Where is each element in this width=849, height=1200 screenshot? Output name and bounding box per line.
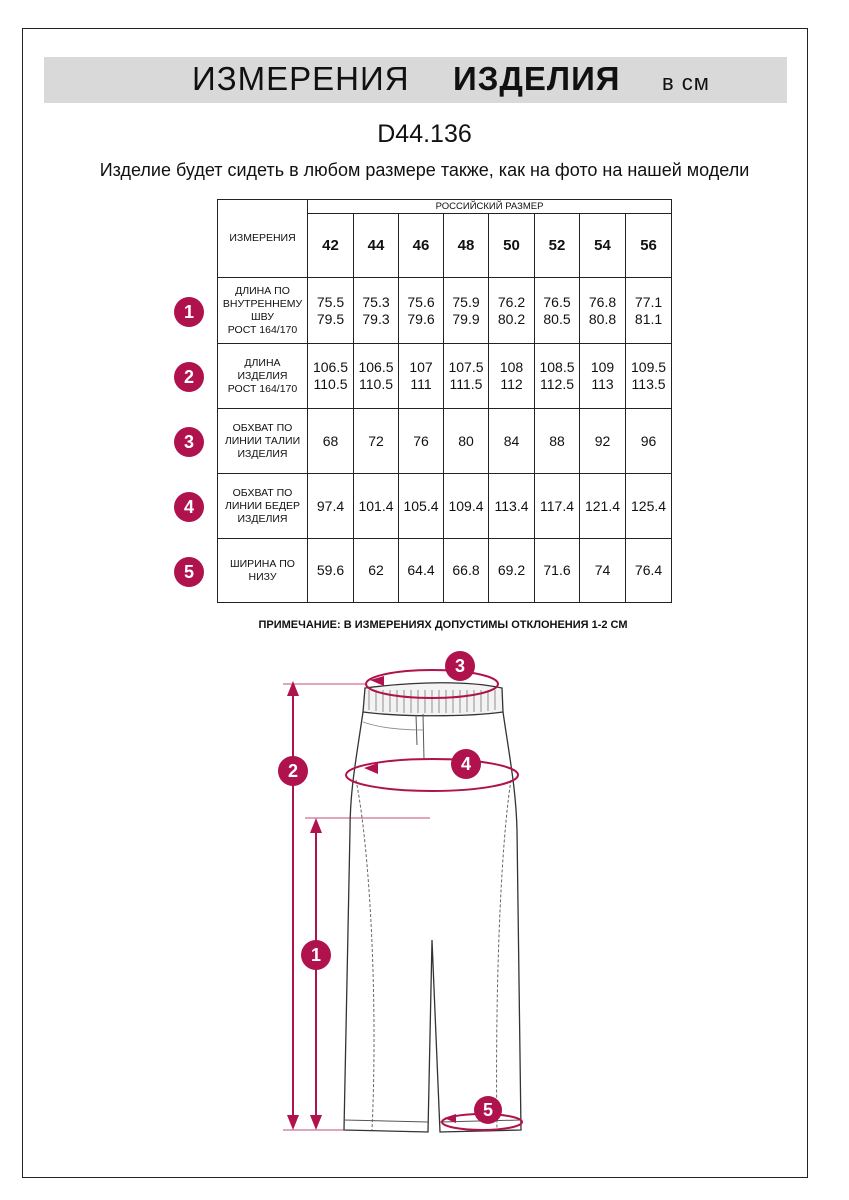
value-cell: 75.9 79.9 xyxy=(444,278,489,344)
title-unit: в см xyxy=(662,70,710,95)
row-badge: 4 xyxy=(174,492,204,522)
value-cell: 107 111 xyxy=(399,344,444,409)
title-bold: ИЗДЕЛИЯ xyxy=(453,60,621,97)
size-caption: РОССИЙСКИЙ РАЗМЕР xyxy=(308,200,672,214)
svg-text:4: 4 xyxy=(460,754,472,774)
article-number: D44.136 xyxy=(377,120,472,148)
row-label: ДЛИНА ПО ВНУТРЕННЕМУ ШВУ РОСТ 164/170 xyxy=(218,278,308,344)
value-cell: 109.4 xyxy=(444,474,489,539)
value-cell: 88 xyxy=(535,409,580,474)
value-cell: 77.1 81.1 xyxy=(626,278,672,344)
value-cell: 76.4 xyxy=(626,539,672,603)
value-cell: 117.4 xyxy=(535,474,580,539)
value-cell: 105.4 xyxy=(399,474,444,539)
marker-hips xyxy=(451,749,481,779)
marker-hem xyxy=(474,1096,502,1124)
diagram-markers xyxy=(278,651,502,1124)
value-cell: 69.2 xyxy=(489,539,535,603)
fit-note: Изделие будет сидеть в любом размере также, как на фото на нашей модели xyxy=(99,160,750,180)
marker-length xyxy=(278,756,308,786)
value-cell: 109.5 113.5 xyxy=(626,344,672,409)
value-cell: 106.5 110.5 xyxy=(354,344,399,409)
trousers-sketch-icon xyxy=(344,683,521,1132)
value-cell: 64.4 xyxy=(399,539,444,603)
value-cell: 62 xyxy=(354,539,399,603)
row-label: ОБХВАТ ПО ЛИНИИ БЕДЕР ИЗДЕЛИЯ xyxy=(218,474,308,539)
value-cell: 96 xyxy=(626,409,672,474)
row-label: ДЛИНА ИЗДЕЛИЯ РОСТ 164/170 xyxy=(218,344,308,409)
value-cell: 59.6 xyxy=(308,539,354,603)
size-header: 50 xyxy=(489,214,535,278)
row-badge: 2 xyxy=(174,362,204,392)
size-header: 44 xyxy=(354,214,399,278)
measurements-header: ИЗМЕРЕНИЯ xyxy=(218,200,308,278)
svg-text:2: 2 xyxy=(287,761,299,781)
row-label: ОБХВАТ ПО ЛИНИИ ТАЛИИ ИЗДЕЛИЯ xyxy=(218,409,308,474)
svg-text:1: 1 xyxy=(310,945,322,965)
svg-text:3: 3 xyxy=(454,656,466,676)
tolerance-note: ПРИМЕЧАНИЕ: В ИЗМЕРЕНИЯХ ДОПУСТИМЫ ОТКЛОНЕНИЯ 1-2 СМ xyxy=(258,619,628,631)
size-header: 52 xyxy=(535,214,580,278)
value-cell: 71.6 xyxy=(535,539,580,603)
row-badge: 5 xyxy=(174,557,204,587)
value-cell: 75.6 79.6 xyxy=(399,278,444,344)
value-cell: 113.4 xyxy=(489,474,535,539)
value-cell: 74 xyxy=(580,539,626,603)
value-cell: 75.5 79.5 xyxy=(308,278,354,344)
row-label: ШИРИНА ПО НИЗУ xyxy=(218,539,308,603)
value-cell: 84 xyxy=(489,409,535,474)
row-badge: 3 xyxy=(174,427,204,457)
value-cell: 80 xyxy=(444,409,489,474)
marker-waist xyxy=(445,651,475,681)
value-cell: 76.5 80.5 xyxy=(535,278,580,344)
value-cell: 101.4 xyxy=(354,474,399,539)
value-cell: 121.4 xyxy=(580,474,626,539)
value-cell: 76.2 80.2 xyxy=(489,278,535,344)
value-cell: 125.4 xyxy=(626,474,672,539)
size-header: 54 xyxy=(580,214,626,278)
size-header: 42 xyxy=(308,214,354,278)
value-cell: 68 xyxy=(308,409,354,474)
value-cell: 109 113 xyxy=(580,344,626,409)
value-cell: 66.8 xyxy=(444,539,489,603)
svg-text:5: 5 xyxy=(482,1100,494,1120)
value-cell: 92 xyxy=(580,409,626,474)
value-cell: 106.5 110.5 xyxy=(308,344,354,409)
marker-inseam xyxy=(301,940,331,970)
value-cell: 97.4 xyxy=(308,474,354,539)
value-cell: 76 xyxy=(399,409,444,474)
value-cell: 107.5 111.5 xyxy=(444,344,489,409)
size-header: 48 xyxy=(444,214,489,278)
size-header: 56 xyxy=(626,214,672,278)
title-light: ИЗМЕРЕНИЯ xyxy=(192,60,410,97)
value-cell: 72 xyxy=(354,409,399,474)
value-cell: 76.8 80.8 xyxy=(580,278,626,344)
value-cell: 108 112 xyxy=(489,344,535,409)
row-badge: 1 xyxy=(174,297,204,327)
value-cell: 108.5 112.5 xyxy=(535,344,580,409)
size-header: 46 xyxy=(399,214,444,278)
measurement-guides xyxy=(283,670,522,1130)
value-cell: 75.3 79.3 xyxy=(354,278,399,344)
